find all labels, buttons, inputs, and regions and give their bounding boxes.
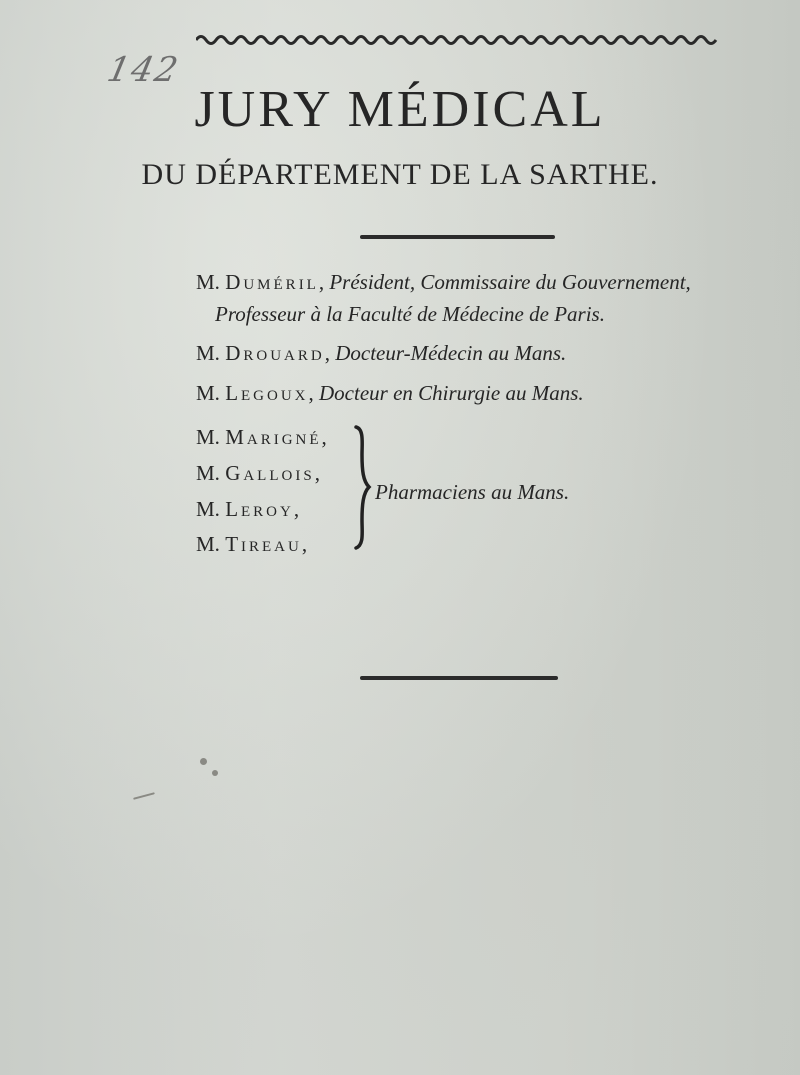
- member-separator: ,: [321, 425, 327, 449]
- curly-brace-icon: [352, 425, 372, 550]
- member-prefix: M.: [196, 270, 220, 294]
- member-prefix: M.: [196, 381, 220, 405]
- paper-stain: [200, 758, 207, 765]
- member-prefix: M.: [196, 461, 220, 485]
- member-name: Gallois: [225, 461, 315, 485]
- member-role: Docteur-Médecin au Mans.: [335, 341, 567, 365]
- member-role: Président, Commissaire du Gouvernement,: [329, 270, 691, 294]
- member-separator: ,: [324, 341, 330, 365]
- pharmacist-line-marigne: [196, 425, 327, 450]
- member-separator: ,: [314, 461, 320, 485]
- bottom-divider-rule: [360, 676, 558, 680]
- pharmacist-line-tireau: [196, 532, 307, 557]
- member-name: Drouard: [225, 341, 325, 365]
- member-prefix: M.: [196, 341, 220, 365]
- member-role: Docteur en Chirurgie au Mans.: [319, 381, 584, 405]
- document-subtitle: DU DÉPARTEMENT DE LA SARTHE.: [141, 158, 659, 191]
- top-divider-rule: [360, 235, 555, 239]
- member-separator: ,: [318, 270, 325, 294]
- document-title: JURY MÉDICAL: [194, 81, 606, 138]
- member-separator: ,: [301, 532, 308, 556]
- member-name: Legoux: [225, 381, 309, 405]
- member-name: Tireau: [225, 532, 302, 556]
- member-line-legoux: [196, 381, 584, 406]
- member-role-continuation: Professeur à la Faculté de Médecine de Paris.: [215, 302, 605, 326]
- member-line-drouard: [196, 341, 566, 366]
- pharmacist-line-gallois: [196, 461, 320, 486]
- member-name: Marigné: [225, 425, 322, 449]
- pharmacists-role: Pharmaciens au Mans.: [375, 480, 570, 504]
- member-name: Duméril: [225, 270, 319, 294]
- member-prefix: M.: [196, 532, 220, 556]
- member-separator: ,: [293, 497, 300, 521]
- member-prefix: M.: [196, 497, 220, 521]
- handwritten-page-number: 142: [103, 50, 184, 90]
- member-separator: ,: [308, 381, 314, 405]
- member-line-dumeril: [196, 270, 691, 295]
- decorative-top-border: [196, 30, 721, 50]
- paper-stain: [133, 792, 155, 800]
- member-name: Leroy: [225, 497, 294, 521]
- pharmacist-line-leroy: [196, 497, 299, 522]
- member-prefix: M.: [196, 425, 220, 449]
- paper-stain: [212, 770, 218, 776]
